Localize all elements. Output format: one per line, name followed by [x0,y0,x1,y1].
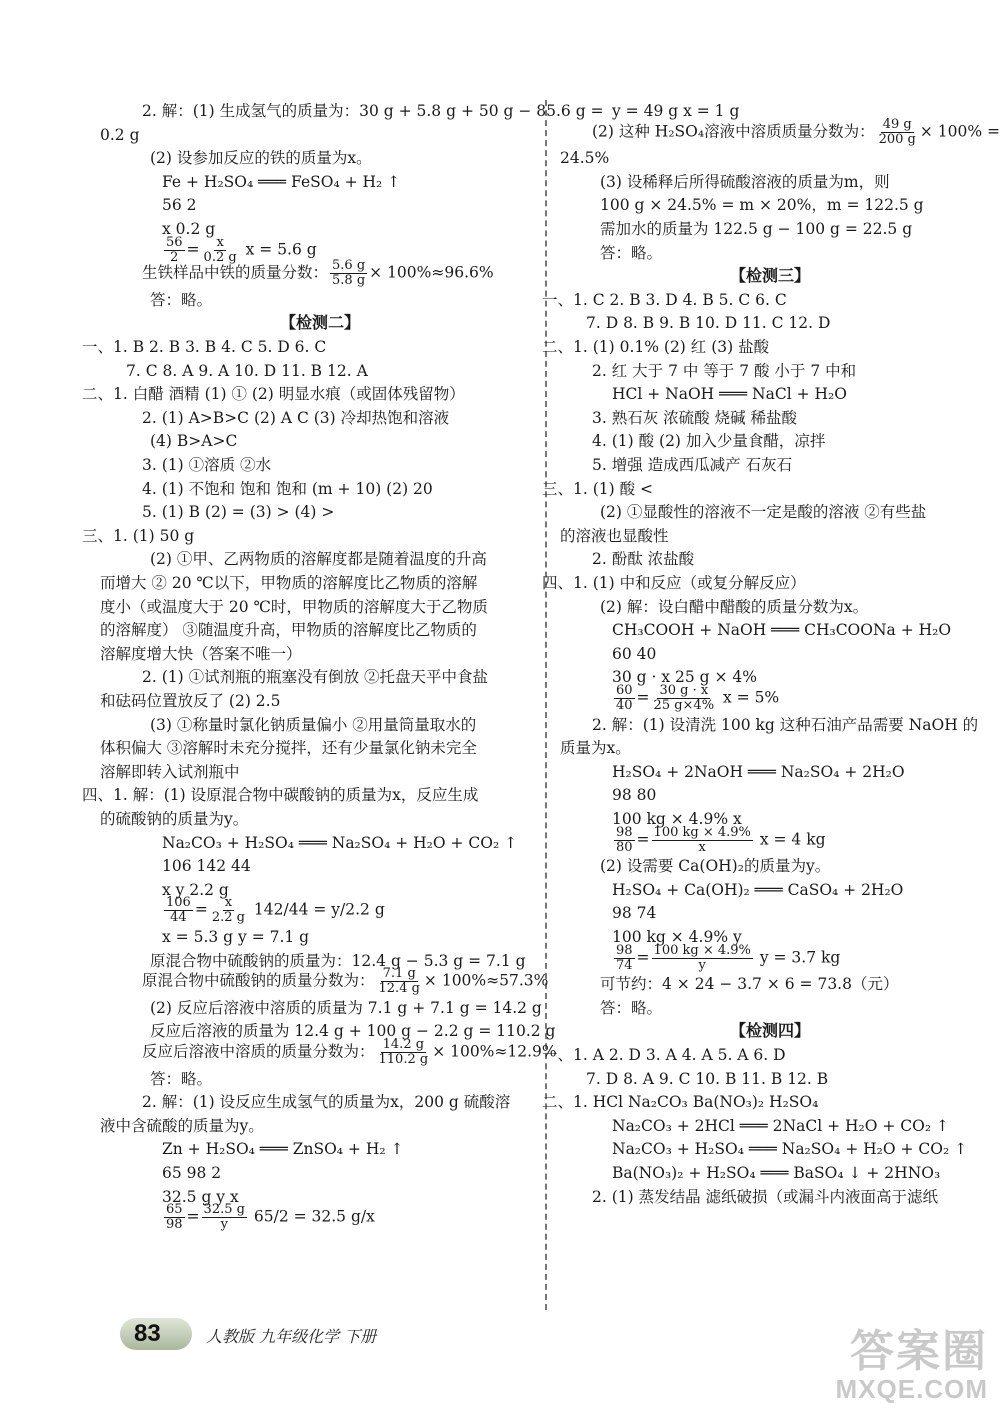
fraction-numerator: 49 g [882,116,912,132]
answer-line: Na₂CO₃ + 2HCl ═══ 2NaCl + H₂O + CO₂ ↑ [612,1116,949,1135]
answer-line: 56 2 [162,196,197,215]
answer-line: 2. (1) ①试剂瓶的瓶塞没有倒放 ②托盘天平中食盐 [142,668,489,687]
page-number: 83 [134,1320,161,1347]
answer-line: x 0.2 g [162,220,216,238]
watermark-logo: 答案圈 [850,1327,988,1376]
fraction-numerator: 30 g · x [659,683,709,698]
answer-line: 答：略。 [150,290,213,309]
fraction [202,1203,247,1232]
fraction-suffix: × 100%≈57.3% [423,971,549,990]
fraction-line [612,826,826,855]
fraction-denominator: 2 [170,249,179,265]
fraction-denominator: x [698,839,706,855]
answer-line: 100 kg × 4.9% x [612,810,742,828]
answer-line: 的溶液也显酸性 [560,526,669,545]
answer-line: Na₂CO₃ + H₂SO₄ ═══ Na₂SO₄ + H₂O + CO₂ ↑ [612,1140,968,1159]
answer-line: 和砝码位置放反了 (2) 2.5 [100,692,281,710]
fraction-denominator: y [698,957,706,973]
answer-line: x y 2.2 g [162,880,229,899]
answer-line: 四、1. 解：(1) 设原混合物中碳酸钠的质量为x，反应生成 [82,786,479,805]
answer-line: 反应后溶液的质量为 12.4 g + 100 g − 2.2 g = 110.2 g [150,1022,556,1041]
fraction-denominator: 40 [616,698,633,713]
fraction-denominator: 25 g×4% [653,698,715,713]
answer-line: 原混合物中硫酸钠的质量为：12.4 g − 5.3 g = 7.1 g [150,951,526,970]
answer-line: (4) B>A>C [150,432,238,451]
section-heading: 【检测四】 [729,1021,810,1041]
answer-line: 4. (1) 不饱和 饱和 饱和 (m + 10) (2) 20 [142,479,433,498]
answer-line: 30 g · x 25 g × 4% [612,668,758,687]
fraction-denominator: 44 [170,910,187,926]
fraction-line [162,1203,375,1232]
answer-line: (2) 设参加反应的铁的质量为x。 [150,149,372,168]
fraction-denominator: 80 [616,839,633,855]
fraction-line [612,684,779,713]
answer-line: 65 98 2 [162,1164,222,1182]
fraction-denominator: 5.8 g [332,273,366,289]
fraction [614,826,635,855]
fraction-numerator: x [216,234,224,250]
answer-line: 2. (1) 蒸发结晶 滤纸破损（或漏斗内液面高于滤纸 [592,1187,939,1206]
equals-sign: = [186,1207,200,1226]
answer-line: 4. (1) 酸 (2) 加入少量食醋，凉拌 [592,432,826,451]
fraction [377,1038,431,1067]
fraction-numerator: 100 kg × 4.9% [653,942,751,958]
answer-line: 溶解度增大快（答案不唯一） [100,644,302,663]
fraction [164,1203,185,1232]
answer-line: 60 40 [612,644,657,663]
equals-sign: = [636,830,650,849]
answer-line: 溶解即转入试剂瓶中 [100,762,240,781]
answer-line: 5. (1) B (2) = (3) > (4) > [142,503,335,522]
answer-line: 98 80 [612,786,657,805]
answer-line: 需加水的质量为 122.5 g − 100 g = 22.5 g [600,220,913,238]
fraction-numerator: 7.1 g [382,966,416,982]
fraction-numerator: 106 [166,895,191,911]
answer-line: 质量为x。 [560,739,631,758]
equals-sign: = [186,240,200,259]
fraction [614,944,635,973]
page-footer [120,1318,520,1352]
fraction-line [592,118,1000,147]
answer-line: (3) 设稀释后所得硫酸溶液的质量为m，则 [600,172,890,191]
fraction-suffix: 142/44 = y/2.2 g [248,900,385,919]
answer-line: x = 5.3 g y = 7.1 g [162,928,310,946]
section-heading: 【检测二】 [279,313,360,333]
answer-line: (3) ①称量时氯化钠质量偏小 ②用量筒量取水的 [150,715,477,734]
fraction-suffix: x = 5.6 g [240,240,317,259]
fraction-numerator: 100 kg × 4.9% [653,824,751,840]
fraction [652,826,753,855]
fraction-denominator: 110.2 g [378,1052,429,1067]
fraction-line [142,259,494,288]
fraction-denominator: 98 [166,1217,183,1233]
page-number-badge [120,1318,192,1350]
equals-sign: = [194,900,208,919]
fraction-denominator: y [220,1217,228,1233]
fraction [652,944,753,973]
answer-line: (2) 反应后溶液中溶质的质量为 7.1 g + 7.1 g = 14.2 g [150,998,542,1017]
answer-line: 100 g × 24.5% = m × 20%，m = 122.5 g [600,196,924,215]
fraction-numerator: 98 [616,824,633,840]
fraction-suffix: x = 5% [718,688,780,707]
answer-line: (2) ①显酸性的溶液不一定是酸的溶液 ②有些盐 [600,503,927,522]
answer-line: 三、1. (1) 50 g [82,526,195,545]
answer-line: 2. (1) A>B>C (2) A C (3) 冷却热饱和溶液 [142,408,450,427]
answer-line: 7. D 8. A 9. C 10. B 11. B 12. B [586,1069,829,1088]
answer-line: (2) 解：设白醋中醋酸的质量分数为x。 [600,597,869,616]
fraction [614,684,635,713]
fraction-prefix: 原混合物中硫酸钠的质量分数为： [142,971,375,990]
answer-line: 体积偏大 ③溶解时未充分搅拌，还有少量氯化钠未完全 [100,739,477,758]
fraction-suffix: × 100% = [919,122,1000,141]
answer-line: 而增大 ② 20 ℃以下，甲物质的溶解度比乙物质的溶解 [100,574,478,592]
fraction-line [142,967,548,996]
fraction-suffix: × 100%≈12.9% [432,1042,557,1061]
fraction-denominator: 200 g [878,131,916,147]
fraction [652,684,717,713]
answer-line: 32.5 g y x [162,1187,239,1206]
answer-line: 二、1. HCl Na₂CO₃ Ba(NO₃)₂ H₂SO₄ [542,1093,819,1112]
answer-line: 5. 增强 造成西瓜减产 石灰石 [592,456,793,474]
fraction [164,896,193,925]
answer-line: 一、1. C 2. B 3. D 4. B 5. C 6. C [542,290,787,309]
fraction-suffix: × 100%≈96.6% [369,263,494,282]
fraction-prefix: 反应后溶液中溶质的质量分数为： [142,1042,375,1061]
answer-line: H₂SO₄ + 2NaOH ═══ Na₂SO₄ + 2H₂O [612,762,905,781]
answer-line: 度小（或温度大于 20 ℃时，甲物质的溶解度大于乙物质 [100,597,488,616]
answer-line: 106 142 44 [162,857,251,876]
answer-line: 2. 解：(1) 设清洗 100 kg 这种石油产品需要 NaOH 的 [592,715,979,734]
answer-line: CH₃COOH + NaOH ═══ CH₃COONa + H₂O [612,621,952,640]
fraction [330,259,367,288]
answer-line: Na₂CO₃ + H₂SO₄ ═══ Na₂SO₄ + H₂O + CO₂ ↑ [162,833,518,852]
fraction-line [612,944,840,973]
fraction-numerator: 98 [616,942,633,958]
book-title: 人教版 九年级化学 下册 [206,1327,377,1346]
section-heading: 【检测三】 [729,266,810,286]
fraction-numerator: 65 [166,1202,183,1218]
answer-line: H₂SO₄ + Ca(OH)₂ ═══ CaSO₄ + 2H₂O [612,880,904,899]
answer-line: 0.2 g [100,125,140,144]
fraction-numerator: 14.2 g [382,1037,425,1052]
fraction-line [142,1038,557,1067]
equals-sign: = [636,948,650,967]
fraction-numerator: x [224,895,233,911]
fraction [210,896,247,925]
answer-line: 的硫酸钠的质量为y。 [100,810,249,828]
answer-line: y = 49 g x = 1 g [612,102,740,120]
fraction-numerator: 32.5 g [203,1202,245,1218]
fraction-numerator: 56 [166,234,183,250]
answer-line: 2. 解：(1) 设反应生成氢气的质量为x，200 g 硫酸溶 [142,1093,511,1112]
fraction-denominator: 12.4 g [378,981,420,997]
answer-line: 98 74 [612,904,657,923]
equals-sign: = [636,688,650,707]
watermark [778,1315,988,1405]
answer-line: 一、1. A 2. D 3. A 4. A 5. A 6. D [542,1046,786,1064]
answer-line: 24.5% [560,149,610,168]
answer-line: 四、1. (1) 中和反应（或复分解反应） [542,574,806,592]
answer-line: Fe + H₂SO₄ ═══ FeSO₄ + H₂ ↑ [162,172,401,191]
fraction [377,967,422,996]
answer-line: Zn + H₂SO₄ ═══ ZnSO₄ + H₂ ↑ [162,1140,404,1159]
fraction-suffix: x = 4 kg [754,830,826,849]
answer-line: 答：略。 [150,1069,213,1088]
answer-line: 7. C 8. A 9. A 10. D 11. B 12. A [126,361,368,380]
answer-line: 3. 熟石灰 浓硫酸 烧碱 稀盐酸 [592,408,797,427]
fraction-denominator: 0.2 g [203,249,237,265]
answer-line: 液中含硫酸的质量为y。 [100,1116,264,1135]
answer-line: Ba(NO₃)₂ + H₂SO₄ ═══ BaSO₄ ↓ + 2HNO₃ [612,1164,941,1182]
fraction-numerator: 60 [616,683,633,698]
answer-line: 3. (1) ①溶质 ②水 [142,456,272,474]
answer-line: (2) 设需要 Ca(OH)₂的质量为y。 [600,857,831,876]
fraction-suffix: 65/2 = 32.5 g/x [248,1207,375,1226]
answer-line: 2. 红 大于 7 中 等于 7 酸 小于 7 中和 [592,361,857,380]
answer-line: 二、1. (1) 0.1% (2) 红 (3) 盐酸 [542,338,770,356]
answer-line: 答：略。 [600,243,663,262]
fraction-line [162,896,385,925]
answer-line: 2. 酚酞 浓盐酸 [592,550,695,569]
answer-line: 的溶解度） ③随温度升高，甲物质的溶解度比乙物质的 [100,621,477,640]
answer-line: 一、1. B 2. B 3. B 4. C 5. D 6. C [82,338,327,356]
answer-line: 可节约：4 × 24 − 3.7 × 6 = 73.8（元） [600,975,899,994]
column-divider [545,100,547,1310]
fraction-prefix: (2) 这种 H₂SO₄溶液中溶质质量分数为： [592,122,875,141]
answer-line: 100 kg × 4.9% y [612,928,742,946]
fraction-numerator: 5.6 g [332,258,366,274]
answer-line: 2. 解：(1) 生成氢气的质量为：30 g + 5.8 g + 50 g − 85.6 g = [142,102,604,120]
answer-line: 三、1. (1) 酸 < [542,479,654,498]
answer-line: HCl + NaOH ═══ NaCl + H₂O [612,385,847,404]
answer-line: (2) ①甲、乙两物质的溶解度都是随着温度的升高 [150,550,487,569]
answer-line: 二、1. 白醋 酒精 (1) ① (2) 明显水痕（或固体残留物） [82,385,465,404]
fraction-denominator: 2.2 g [211,910,245,926]
answer-line: 答：略。 [600,998,663,1017]
fraction [877,118,918,147]
watermark-url: MXQE.COM [835,1374,988,1404]
fraction-prefix: 生铁样品中铁的质量分数： [142,263,329,282]
answer-line: 7. D 8. B 9. B 10. D 11. C 12. D [586,314,831,333]
fraction-suffix: y = 3.7 kg [754,948,841,967]
fraction-denominator: 74 [616,957,633,973]
